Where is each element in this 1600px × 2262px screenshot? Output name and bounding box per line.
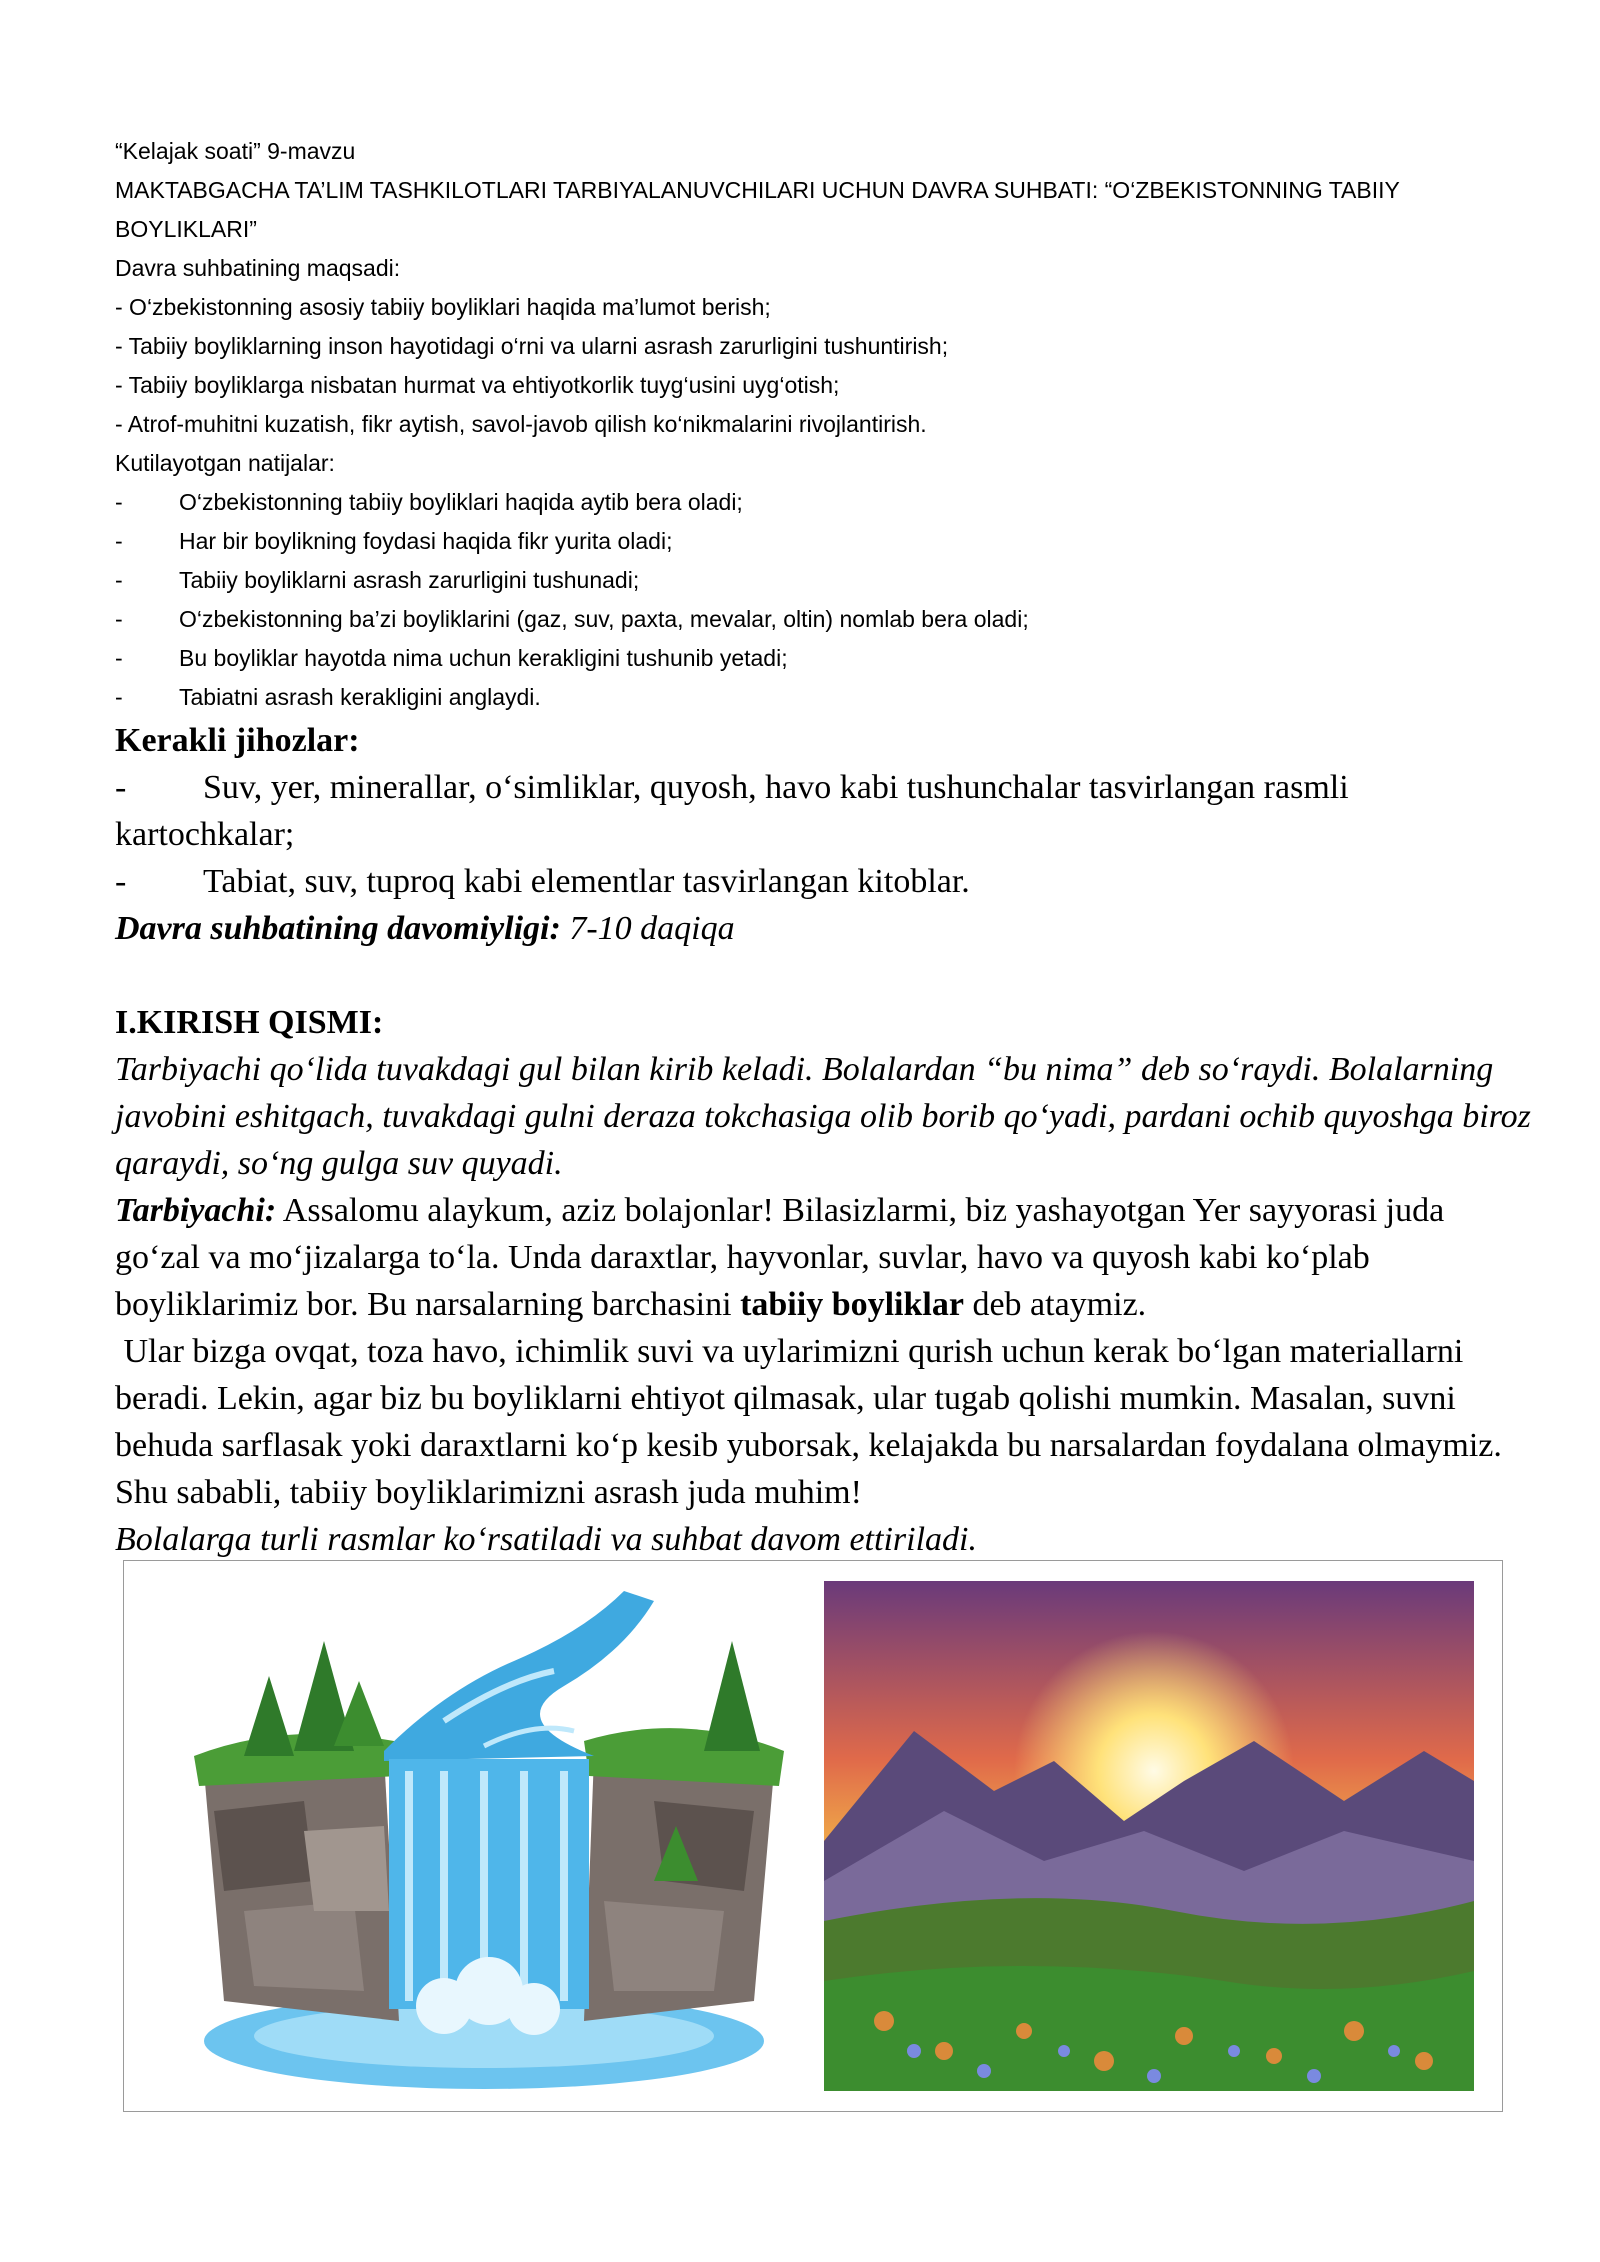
result-item: [115, 522, 1535, 561]
sunrise-mountains-photo: [824, 1581, 1474, 2091]
equipment-heading: Kerakli jihozlar:: [115, 722, 360, 759]
result-item: [115, 561, 1535, 600]
document-title: MAKTABGACHA TA’LIM TASHKILOTLARI TARBIYALANUVCHILARI UCHUN DAVRA SUHBATI: “O‘ZBEKISTONNING TABIIY BOYLIKLARI”: [115, 177, 1400, 242]
result-text: O‘zbekistonning ba’zi boyliklarini (gaz, suv, paxta, mevalar, oltin) nomlab bera oladi;: [179, 606, 1029, 632]
result-item: [115, 639, 1535, 678]
illustrations-frame: [123, 1560, 1503, 2112]
result-text: Bu boyliklar hayotda nima uchun kerakligini tushunib yetadi;: [179, 645, 788, 671]
closing-direction: Bolalarga turli rasmlar ko‘rsatiladi va suhbat davom ettiriladi.: [115, 1521, 977, 1558]
goals-heading: Davra suhbatining maqsadi:: [115, 255, 401, 281]
speech-bold-term: tabiiy boyliklar: [740, 1286, 964, 1323]
bullet-dash: -: [115, 769, 127, 806]
waterfall-illustration: [184, 1581, 804, 2091]
equipment-item: [115, 764, 1535, 858]
bullet-dash: -: [115, 489, 123, 515]
result-text: O‘zbekistonning tabiiy boyliklari haqida aytib bera oladi;: [179, 489, 743, 515]
bullet-dash: -: [115, 645, 123, 671]
results-heading: Kutilayotgan natijalar:: [115, 450, 335, 476]
document-body: [115, 132, 1535, 1563]
duration-value: 7-10 daqiqa: [560, 910, 735, 947]
bullet-dash: -: [115, 567, 123, 593]
result-text: Har bir boylikning foydasi haqida fikr yurita oladi;: [179, 528, 673, 554]
equipment-text: Suv, yer, minerallar, o‘simliklar, quyosh, havo kabi tushunchalar tasvirlangan rasmli kartochkalar;: [115, 769, 1349, 853]
speech-text: Assalomu alaykum, aziz bolajonlar! Bilasizlarmi, biz yashayotgan Yer sayyorasi juda go‘zal va mo‘jizalarga to‘la. Unda daraxtlar, hayvonlar, suvlar, havo va quyosh kabi ko‘plab boyliklarimiz bor. Bu narsalarning barchasini: [115, 1192, 1445, 1323]
goal-item: - Tabiiy boyliklarga nisbatan hurmat va ehtiyotkorlik tuyg‘usini uyg‘otish;: [115, 372, 840, 398]
goal-item: - Tabiiy boyliklarning inson hayotidagi o‘rni va ularni asrash zarurligini tushuntirish;: [115, 333, 949, 359]
equipment-text: Tabiat, suv, tuproq kabi elementlar tasvirlangan kitoblar.: [203, 863, 970, 900]
result-item: [115, 483, 1535, 522]
bullet-dash: -: [115, 528, 123, 554]
stage-direction: Tarbiyachi qo‘lida tuvakdagi gul bilan kirib keladi. Bolalardan “bu nima” deb so‘raydi. Bolalarning javobini eshitgach, tuvakdagi gulni deraza tokchasiga olib borib qo‘yadi, pardani ochib quyoshga biroz qaraydi, so‘ng gulga suv quyadi.: [115, 1051, 1531, 1182]
duration-label: Davra suhbatining davomiyligi:: [115, 910, 561, 947]
bullet-dash: -: [115, 684, 123, 710]
teacher-speech-continued: Ular bizga ovqat, toza havo, ichimlik suvi va uylarimizni qurish uchun kerak bo‘lgan materiallarni beradi. Lekin, agar biz bu boyliklarni ehtiyot qilmasak, ular tugab qolishi mumkin. Masalan, suvni behuda sarflasak yoki daraxtlarni ko‘p kesib yuborsak, kelajakda bu narsalardan foydalana olmaymiz. Shu sababli, tabiiy boyliklarimizni asrash juda muhim!: [115, 1333, 1511, 1511]
speaker-label: Tarbiyachi:: [115, 1192, 277, 1229]
bullet-dash: -: [115, 863, 127, 900]
goal-item: - Atrof-muhitni kuzatish, fikr aytish, savol-javob qilish ko‘nikmalarini rivojlantirish.: [115, 411, 927, 437]
section-heading: I.KIRISH QISMI:: [115, 1004, 384, 1041]
bullet-dash: -: [115, 606, 123, 632]
teacher-speech: [115, 1187, 1535, 1328]
result-item: [115, 600, 1535, 639]
spacer: [115, 952, 1535, 999]
topic-line: “Kelajak soati” 9-mavzu: [115, 138, 356, 164]
result-text: Tabiatni asrash kerakligini anglaydi.: [179, 684, 541, 710]
result-item: [115, 678, 1535, 717]
duration-line: [115, 905, 1535, 952]
equipment-item: [115, 858, 1535, 905]
result-text: Tabiiy boyliklarni asrash zarurligini tushunadi;: [179, 567, 640, 593]
speech-text: deb ataymiz.: [963, 1286, 1147, 1323]
goal-item: - O‘zbekistonning asosiy tabiiy boyliklari haqida ma’lumot berish;: [115, 294, 771, 320]
